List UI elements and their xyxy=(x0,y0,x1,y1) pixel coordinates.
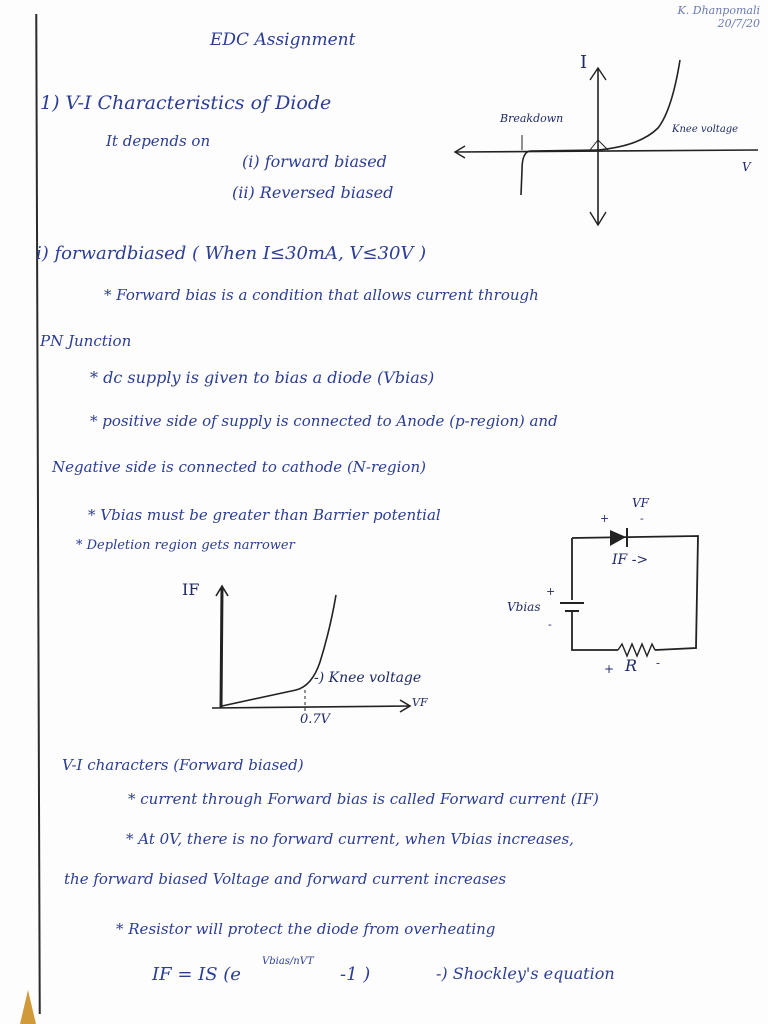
fb-bullet-3: * positive side of supply is connected to Anode (p-region) and xyxy=(90,412,558,430)
q1-heading: 1) V-I Characteristics of Diode xyxy=(40,92,332,114)
fb-bullet-1-cont: PN Junction xyxy=(40,332,132,350)
equation-lhs: IF = IS (e xyxy=(152,964,241,985)
graph2-x-label: VF xyxy=(412,696,428,709)
fb-heading: i) forwardbiased ( When I≤30mA, V≤30V ) xyxy=(36,243,427,264)
vi-bullet-2-cont: the forward biased Voltage and forward current increases xyxy=(64,870,507,888)
if-axis xyxy=(221,588,222,708)
knee-voltage-label: Knee voltage xyxy=(672,124,739,135)
circuit-vf-label: VF xyxy=(632,496,649,510)
signature-name: K. Dhanpomali xyxy=(677,4,760,17)
fb-bullet-5: * Depletion region gets narrower xyxy=(76,538,295,553)
vi-heading: V-I characters (Forward biased) xyxy=(62,756,304,774)
vi-bullet-2: * At 0V, there is no forward current, when Vbias increases, xyxy=(126,830,574,848)
vf-axis xyxy=(212,706,410,708)
circuit-minus-bottom: - xyxy=(656,656,661,670)
fb-bullet-2: * dc supply is given to bias a diode (Vbias) xyxy=(90,368,435,387)
page-title: EDC Assignment xyxy=(210,30,356,50)
graph2-knee-label: -) Knee voltage xyxy=(314,670,422,686)
graph1-x-label: V xyxy=(742,160,751,174)
circuit-vbias-label: Vbias xyxy=(507,600,541,614)
forward-current-curve xyxy=(222,595,336,706)
circuit-plus-left: + xyxy=(546,585,556,598)
graph1-y-label: I xyxy=(580,52,588,73)
equation-name: -) Shockley's equation xyxy=(436,964,615,983)
breakdown-label: Breakdown xyxy=(500,112,564,125)
vi-bullet-3: * Resistor will protect the diode from overheating xyxy=(116,920,496,938)
circuit-plus-top: + xyxy=(600,512,610,525)
graph2-x-tick: 0.7V xyxy=(300,712,331,727)
circuit-plus-bottom: + xyxy=(604,662,615,676)
fb-bullet-1: * Forward bias is a condition that allows current through xyxy=(104,286,539,304)
signature-date: 20/7/20 xyxy=(717,17,760,30)
q1-item-2: (ii) Reversed biased xyxy=(232,183,394,202)
equation-tail: -1 ) xyxy=(340,964,371,985)
page-corner-fold xyxy=(20,990,36,1024)
graph2-y-label: IF xyxy=(182,580,200,599)
circuit-r-label: R xyxy=(625,656,638,675)
circuit-minus-top: - xyxy=(640,512,644,525)
q1-depends: It depends on xyxy=(106,132,211,150)
circuit-minus-left: - xyxy=(548,618,552,631)
vi-bullet-1: * current through Forward bias is called Forward current (IF) xyxy=(128,790,599,808)
q1-item-1: (i) forward biased xyxy=(242,152,387,171)
fb-bullet-3-cont: Negative side is connected to cathode (N-region) xyxy=(52,458,426,476)
circuit-if-label: IF -> xyxy=(612,552,649,568)
equation-exponent: Vbias/nVT xyxy=(262,956,314,967)
fb-bullet-4: * Vbias must be greater than Barrier potential xyxy=(88,506,441,524)
